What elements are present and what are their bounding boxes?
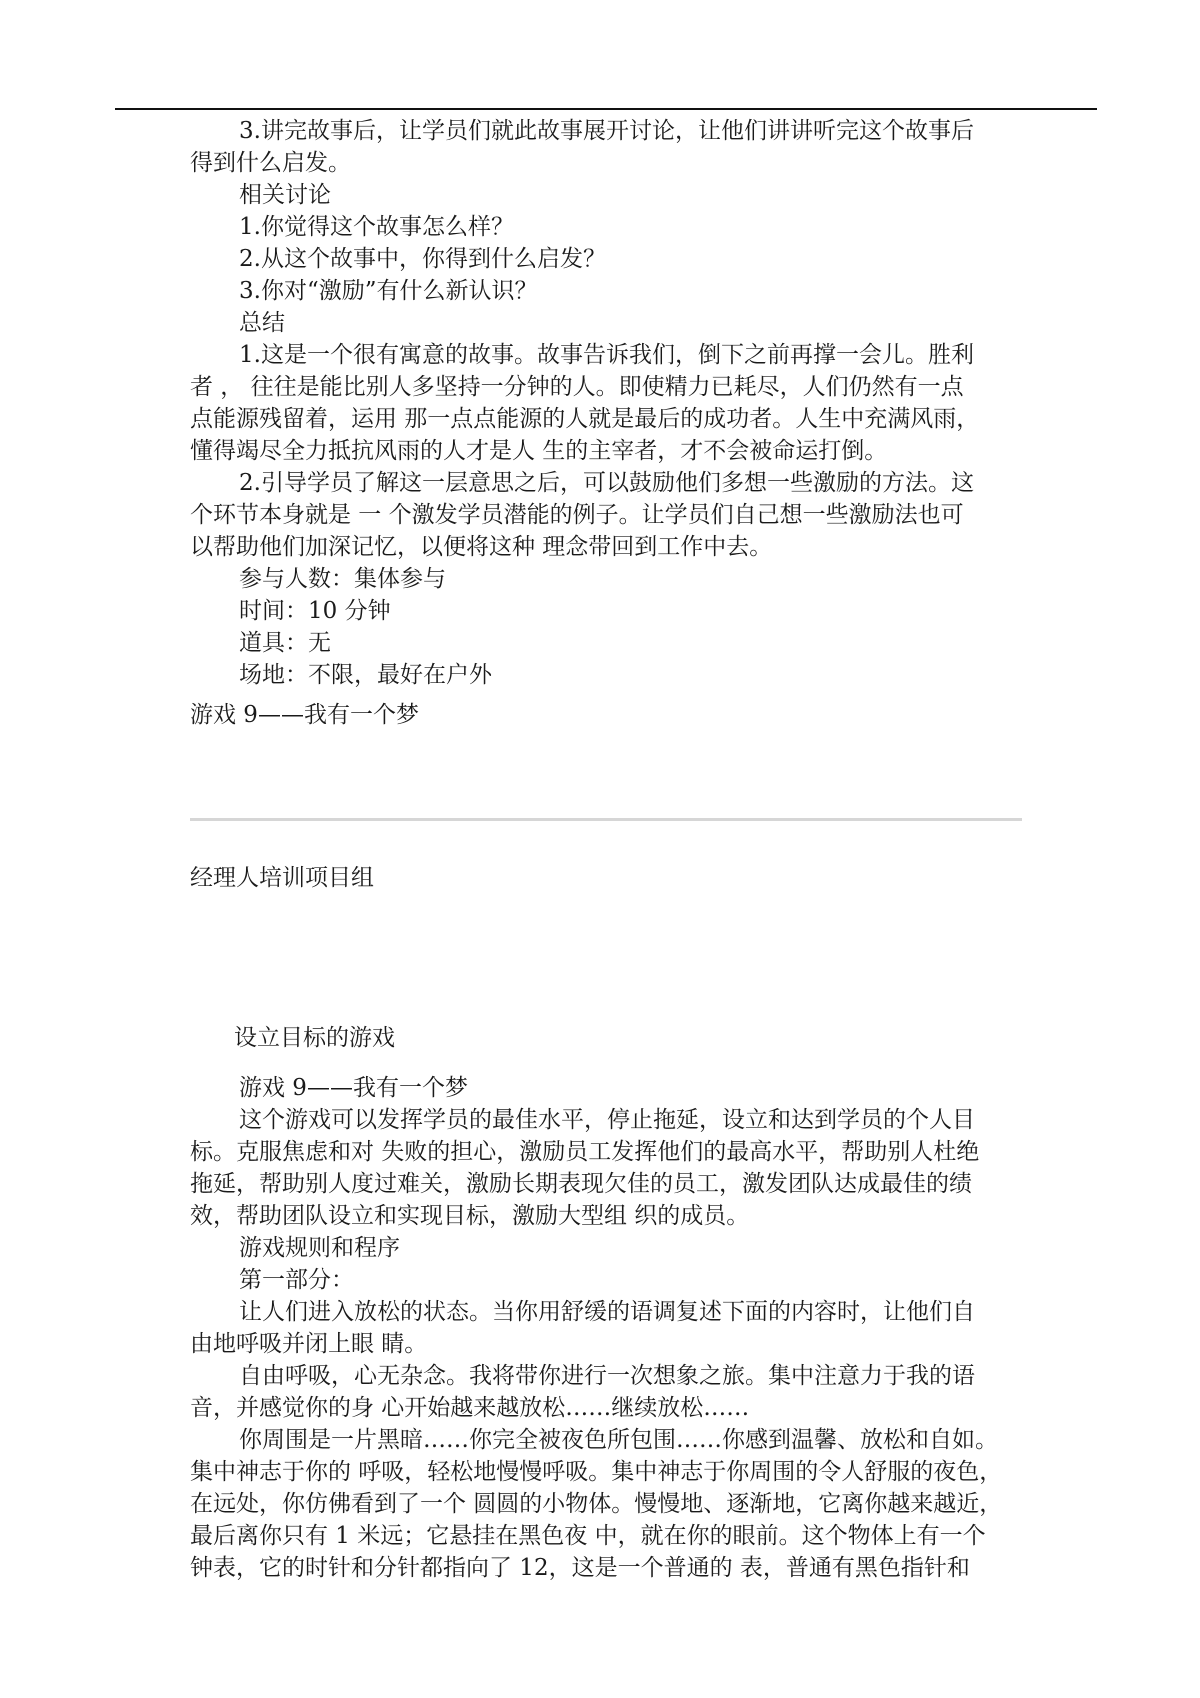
text-line: 个环节本身就是 一 个激发学员潜能的例子。让学员们自己想一些激励法也可: [190, 502, 964, 528]
text-line: 时间：10 分钟: [239, 598, 391, 624]
text-line: 3.你对“激励”有什么新认识？: [239, 278, 538, 304]
page-divider: [190, 818, 1022, 821]
text-line: 3.讲完故事后，让学员们就此故事展开讨论，让他们讲讲听完这个故事后: [239, 118, 974, 144]
text-line: 音，并感觉你的身 心开始越来越放松……继续放松……: [190, 1395, 750, 1421]
next-game-heading: 游戏 9——我有一个梦: [190, 702, 419, 728]
text-line: 点能源残留着，运用 那一点点能源的人就是最后的成功者。人生中充满风雨，: [190, 406, 980, 432]
text-line: 钟表，它的时针和分针都指向了 12，这是一个普通的 表，普通有黑色指针和: [190, 1555, 970, 1581]
text-line: 由地呼吸并闭上眼 睛。: [190, 1331, 428, 1357]
text-line: 集中神志于你的 呼吸，轻松地慢慢呼吸。集中神志于你周围的令人舒服的夜色，: [190, 1459, 1003, 1485]
text-line: 相关讨论: [239, 182, 331, 208]
text-line: 2.引导学员了解这一层意思之后，可以鼓励他们多想一些激励的方法。这: [239, 470, 974, 496]
organization-name: 经理人培训项目组: [190, 865, 374, 891]
text-line: 游戏规则和程序: [239, 1235, 400, 1261]
text-line: 效，帮助团队设立和实现目标，激励大型组 织的成员。: [190, 1203, 750, 1229]
text-line: 游戏 9——我有一个梦: [239, 1075, 468, 1101]
top-rule: [115, 108, 1097, 110]
text-line: 你周围是一片黑暗……你完全被夜色所包围……你感到温馨、放松和自如。: [239, 1427, 998, 1453]
text-line: 者 ， 往往是能比别人多坚持一分钟的人。即使精力已耗尽，人们仍然有一点: [190, 374, 964, 400]
text-line: 场地：不限，最好在户外: [239, 662, 492, 688]
text-line: 拖延，帮助别人度过难关，激励长期表现欠佳的员工，激发团队达成最佳的绩: [190, 1171, 972, 1197]
text-line: 以帮助他们加深记忆，以便将这种 理念带回到工作中去。: [190, 534, 773, 560]
text-line: 总结: [239, 310, 285, 336]
text-line: 最后离你只有 1 米远；它悬挂在黑色夜 中，就在你的眼前。这个物体上有一个: [190, 1523, 986, 1549]
text-line: 1.这是一个很有寓意的故事。故事告诉我们，倒下之前再撑一会儿。胜利: [239, 342, 974, 368]
text-line: 道具：无: [239, 630, 331, 656]
text-line: 得到什么启发。: [190, 150, 351, 176]
top-text-block: [190, 115, 1020, 691]
text-line: 2.从这个故事中，你得到什么启发？: [239, 246, 606, 272]
text-line: 在远处，你仿佛看到了一个 圆圆的小物体。慢慢地、逐渐地，它离你越来越近，: [190, 1491, 1003, 1517]
text-line: 第一部分：: [239, 1267, 354, 1293]
text-line: 参与人数：集体参与: [239, 566, 446, 592]
text-line: 这个游戏可以发挥学员的最佳水平，停止拖延，设立和达到学员的个人目: [239, 1107, 975, 1133]
text-line: 让人们进入放松的状态。当你用舒缓的语调复述下面的内容时，让他们自: [239, 1299, 975, 1325]
text-line: 1.你觉得这个故事怎么样？: [239, 214, 514, 240]
text-line: 标。克服焦虑和对 失败的担心，激励员工发挥他们的最高水平，帮助别人杜绝: [190, 1139, 980, 1165]
text-line: 懂得竭尽全力抵抗风雨的人才是人 生的主宰者，才不会被命运打倒。: [190, 438, 888, 464]
text-line: 自由呼吸，心无杂念。我将带你进行一次想象之旅。集中注意力于我的语: [239, 1363, 975, 1389]
bottom-text-block: [190, 1072, 1020, 1584]
section-title: 设立目标的游戏: [234, 1025, 395, 1051]
